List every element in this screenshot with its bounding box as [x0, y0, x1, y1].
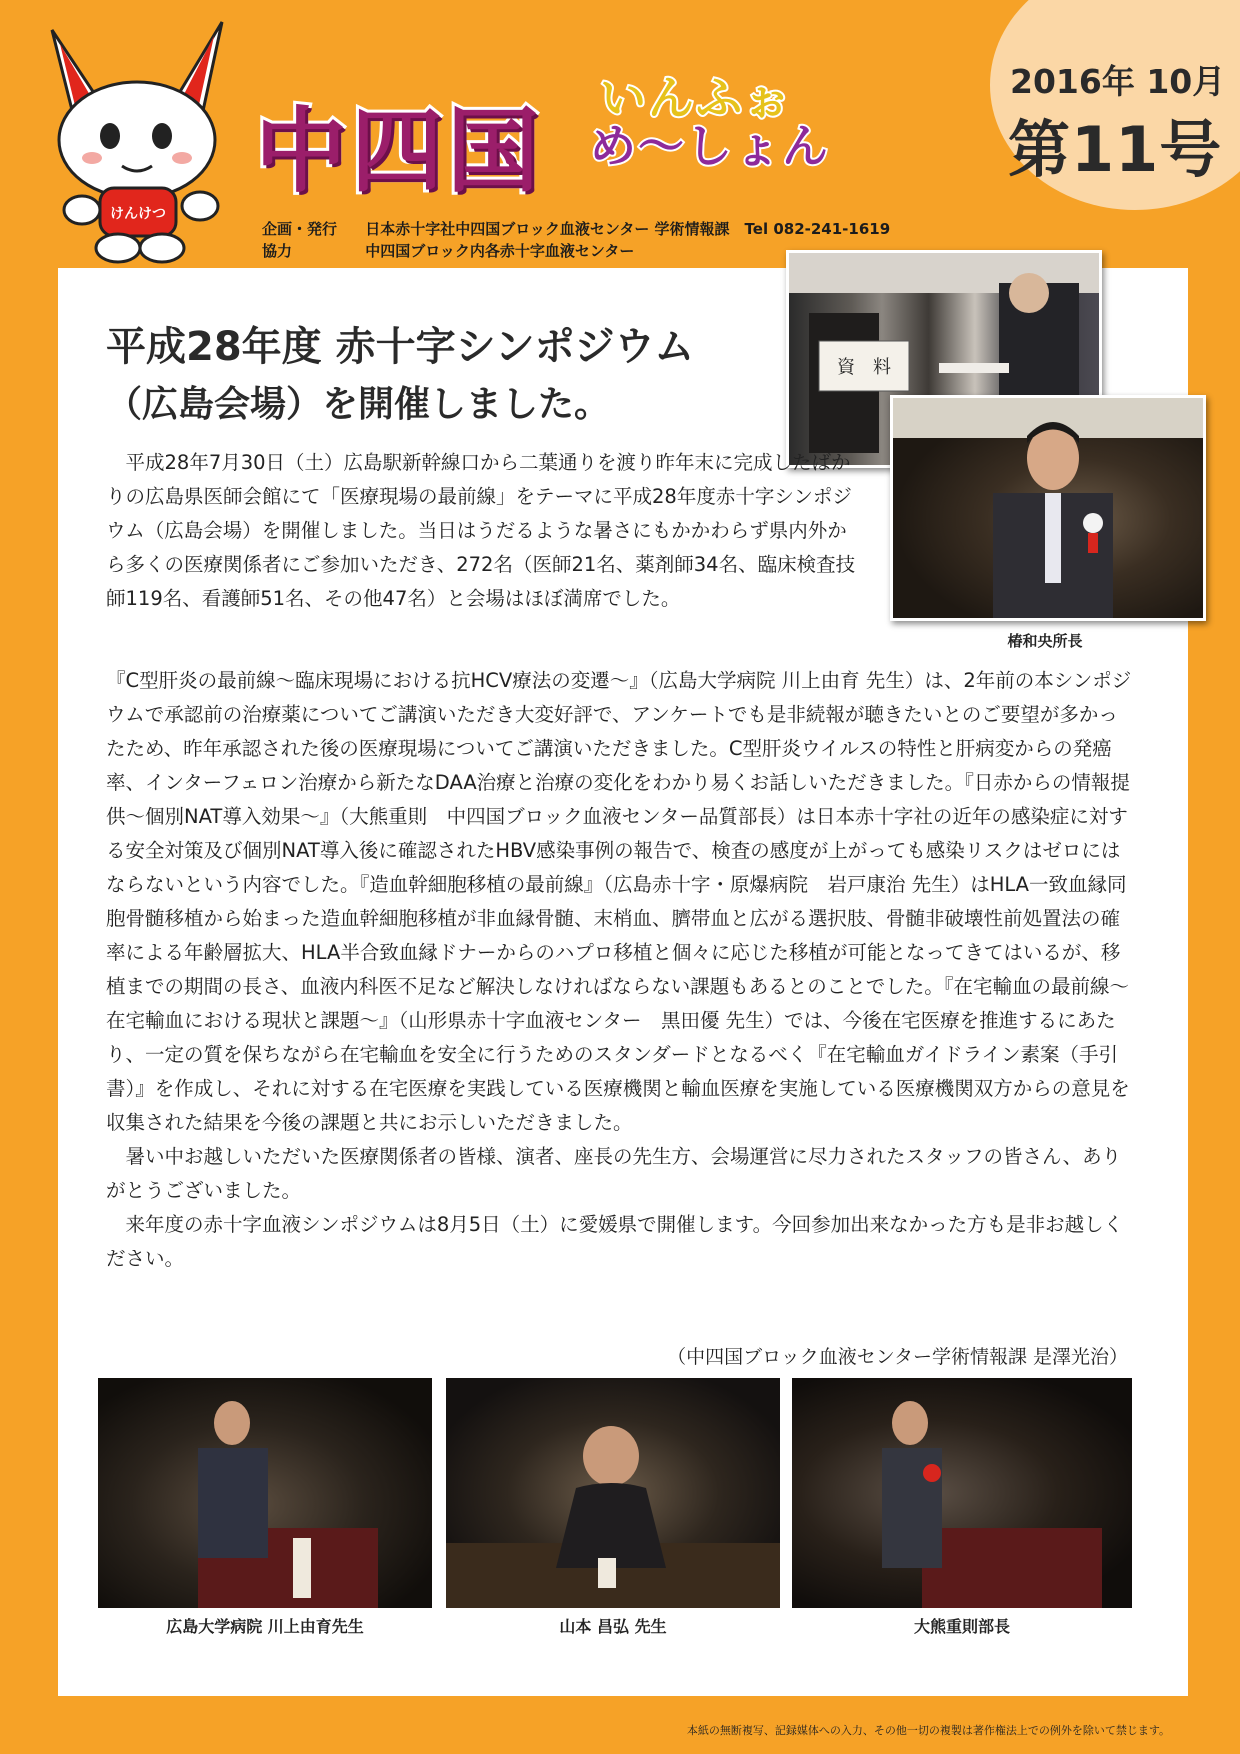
- masthead: [0, 0, 1240, 270]
- credit-key: 企画・発行: [262, 220, 338, 238]
- speaker-photo-3: [792, 1378, 1132, 1608]
- credit-key: 協力: [262, 242, 293, 260]
- credit-row: [262, 218, 890, 240]
- headline-line-1: 平成28年度 赤十字シンポジウム: [106, 324, 695, 370]
- reception-sign-text: 資 料: [837, 357, 891, 378]
- speaker-caption-3: 大熊重則部長: [913, 1617, 1010, 1636]
- speaker-caption-2: 山本 昌弘 先生: [559, 1617, 667, 1636]
- copyright-notice: 本紙の無断複写、記録媒体への入力、その他一切の複製は著作権法上での例外を除いて禁じます。: [686, 1724, 1170, 1737]
- thanks-paragraph: 暑い中お越しいただいた医療関係者の皆様、演者、座長の先生方、会場運営に尽力されたスタッフの皆さん、ありがとうございました。: [106, 1145, 1122, 1202]
- subtitle-line-2: め〜しょん: [590, 119, 830, 174]
- speaker-photo-row: [98, 1378, 1132, 1608]
- author-signature: （中四国ブロック血液センター学術情報課 是澤光治）: [667, 1346, 1128, 1368]
- headline-line-2: （広島会場）を開催しました。: [106, 384, 611, 425]
- article-intro: [106, 446, 866, 616]
- newsletter-title: 中四国: [255, 98, 544, 205]
- mascot-head: [59, 82, 215, 198]
- lecture-summary-paragraph: 『C型肝炎の最前線〜臨床現場における抗HCV療法の変遷〜』（広島大学病院 川上由育 先生）は、2年前の本シンポジウムで承認前の治療薬についてご講演いただき大変好評で、アンケートでも是非続報が聴きたいとのご要望が多かったため、昨年承認された後の医療現場についてご講演いただきました。C型肝炎ウイルスの特性と肝病変からの発癌率、インターフェロン治療から新たなDAA治療と治療の変化をわかり易くお話しいただきました。『日赤からの情報提供〜個別NAT導入効果〜』（大熊重則 中四国ブロック血液センター品質部長）は日本赤十字社の近年の感染症に対する安全対策及び個別NAT導入後に確認されたHBV感染事例の報告で、検査の感度が上がっても感染リスクはゼロにはならないという内容でした。『造血幹細胞移植の最前線』（広島赤十字・原爆病院 岩戸康治 先生）はHLA一致血縁同胞骨髄移植から始まった造血幹細胞移植が非血縁骨髄、末梢血、臍帯血と広がる選択肢、骨髄非破壊性前処置法の確率による年齢層拡大、HLA半合致血縁ドナーからのハプロ移植と個々に応じた移植が可能となってきてはいるが、移植までの期間の長さ、血液内科医不足など解決しなければならない課題もあるとのことでした。『在宅輸血の最前線〜在宅輸血における現状と課題〜』（山形県赤十字血液センター 黒田優 先生）では、今後在宅医療を推進するにあたり、一定の質を保ちながら在宅輸血を安全に行うためのスタンダードとなるべく『在宅輸血ガイドライン素案（手引書）』を作成し、それに対する在宅医療を実践している医療機関と輸血医療を実施している医療機関双方からの意見を収集された結果を今後の課題と共にお示しいただきました。: [106, 669, 1132, 1134]
- director-photo: [890, 395, 1206, 621]
- issue-number: 第11号: [1008, 113, 1223, 186]
- credit-value: 日本赤十字社中四国ブロック血液センター 学術情報課 Tel 082-241-1619: [365, 220, 891, 238]
- speaker-photo-2: [446, 1378, 780, 1608]
- speaker-photo-1: [98, 1378, 432, 1608]
- next-year-paragraph: 来年度の赤十字血液シンポジウムは8月5日（土）に愛媛県で開催します。今回参加出来なかった方も是非お越しください。: [106, 1213, 1124, 1270]
- article-headline: [106, 318, 694, 434]
- intro-paragraph: 平成28年7月30日（土）広島駅新幹線口から二葉通りを渡り昨年末に完成したばかりの広島県医師会館にて「医療現場の最前線」をテーマに平成28年度赤十字シンポジウム（広島会場）を開催しました。当日はうだるような暑さにもかかわらず県内外から多くの医療関係者にご参加いただき、272名（医師21名、薬剤師34名、臨床検査技師119名、看護師51名、その他47名）と会場はほぼ満席でした。: [106, 451, 856, 610]
- director-caption: 椿和央所長: [1007, 632, 1083, 650]
- newsletter-subtitle: [590, 71, 950, 174]
- mascot-badge-text: けんけつ: [110, 206, 166, 222]
- credit-value: 中四国ブロック内各赤十字血液センター: [365, 242, 635, 260]
- speaker-caption-1: 広島大学病院 川上由育先生: [166, 1617, 364, 1636]
- article-body: [106, 664, 1136, 1276]
- issue-date: 2016年 10月: [1010, 62, 1226, 101]
- subtitle-line-1: いんふぉ: [600, 71, 792, 125]
- mascot-logo: [22, 10, 252, 270]
